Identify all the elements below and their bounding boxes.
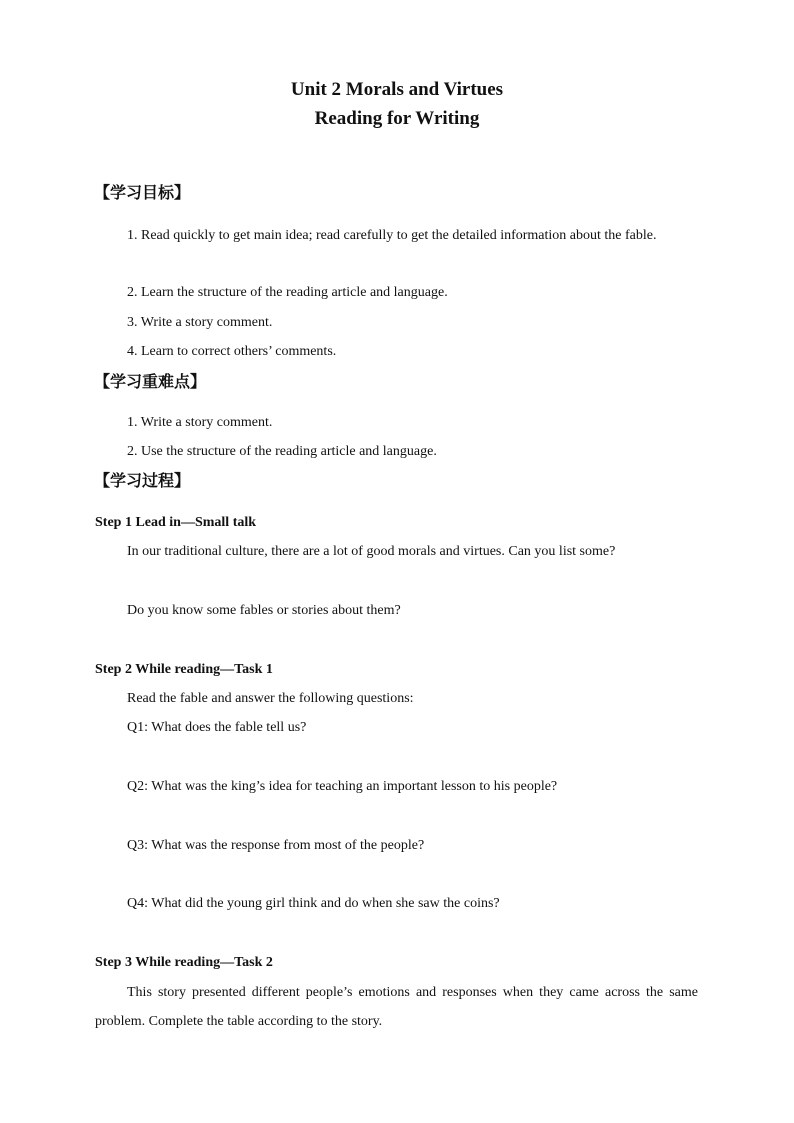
step-3-title: Step 3 While reading—Task 2 — [95, 955, 273, 970]
objective-item-3: 3. Write a story comment. — [127, 315, 273, 330]
step-1-title: Step 1 Lead in—Small talk — [95, 515, 257, 530]
step-2-title: Step 2 While reading—Task 1 — [95, 662, 273, 677]
step-3-paragraph: This story presented different people’s emotions and responses when they came across the same problem. Complete the table according to the story. — [95, 985, 698, 1029]
objective-item-1: 1. Read quickly to get main idea; read carefully to get the detailed information about the fable. — [127, 228, 657, 243]
section-heading-objectives: 【学习目标】 — [94, 183, 191, 202]
key-point-item-2: 2. Use the structure of the reading article and language. — [127, 444, 437, 459]
document-title: Unit 2 Morals and Virtues — [290, 79, 504, 100]
key-point-item-1: 1. Write a story comment. — [127, 415, 273, 430]
step-2-line-1: Read the fable and answer the following questions: — [127, 691, 414, 706]
objective-item-2: 2. Learn the structure of the reading article and language. — [127, 285, 448, 300]
document-subtitle: Reading for Writing — [314, 108, 480, 129]
step-1-line-2: Do you know some fables or stories about them? — [127, 603, 401, 618]
objective-item-4: 4. Learn to correct others’ comments. — [127, 344, 337, 359]
step-2-question-4: Q4: What did the young girl think and do when she saw the coins? — [127, 896, 500, 911]
step-2-question-3: Q3: What was the response from most of the people? — [127, 838, 425, 853]
section-heading-process: 【学习过程】 — [94, 471, 191, 490]
step-1-line-1: In our traditional culture, there are a lot of good morals and virtues. Can you list some? — [127, 544, 616, 559]
step-2-question-2: Q2: What was the king’s idea for teaching an important lesson to his people? — [127, 779, 558, 794]
step-2-question-1: Q1: What does the fable tell us? — [127, 720, 307, 735]
section-heading-key-points: 【学习重难点】 — [94, 372, 207, 391]
